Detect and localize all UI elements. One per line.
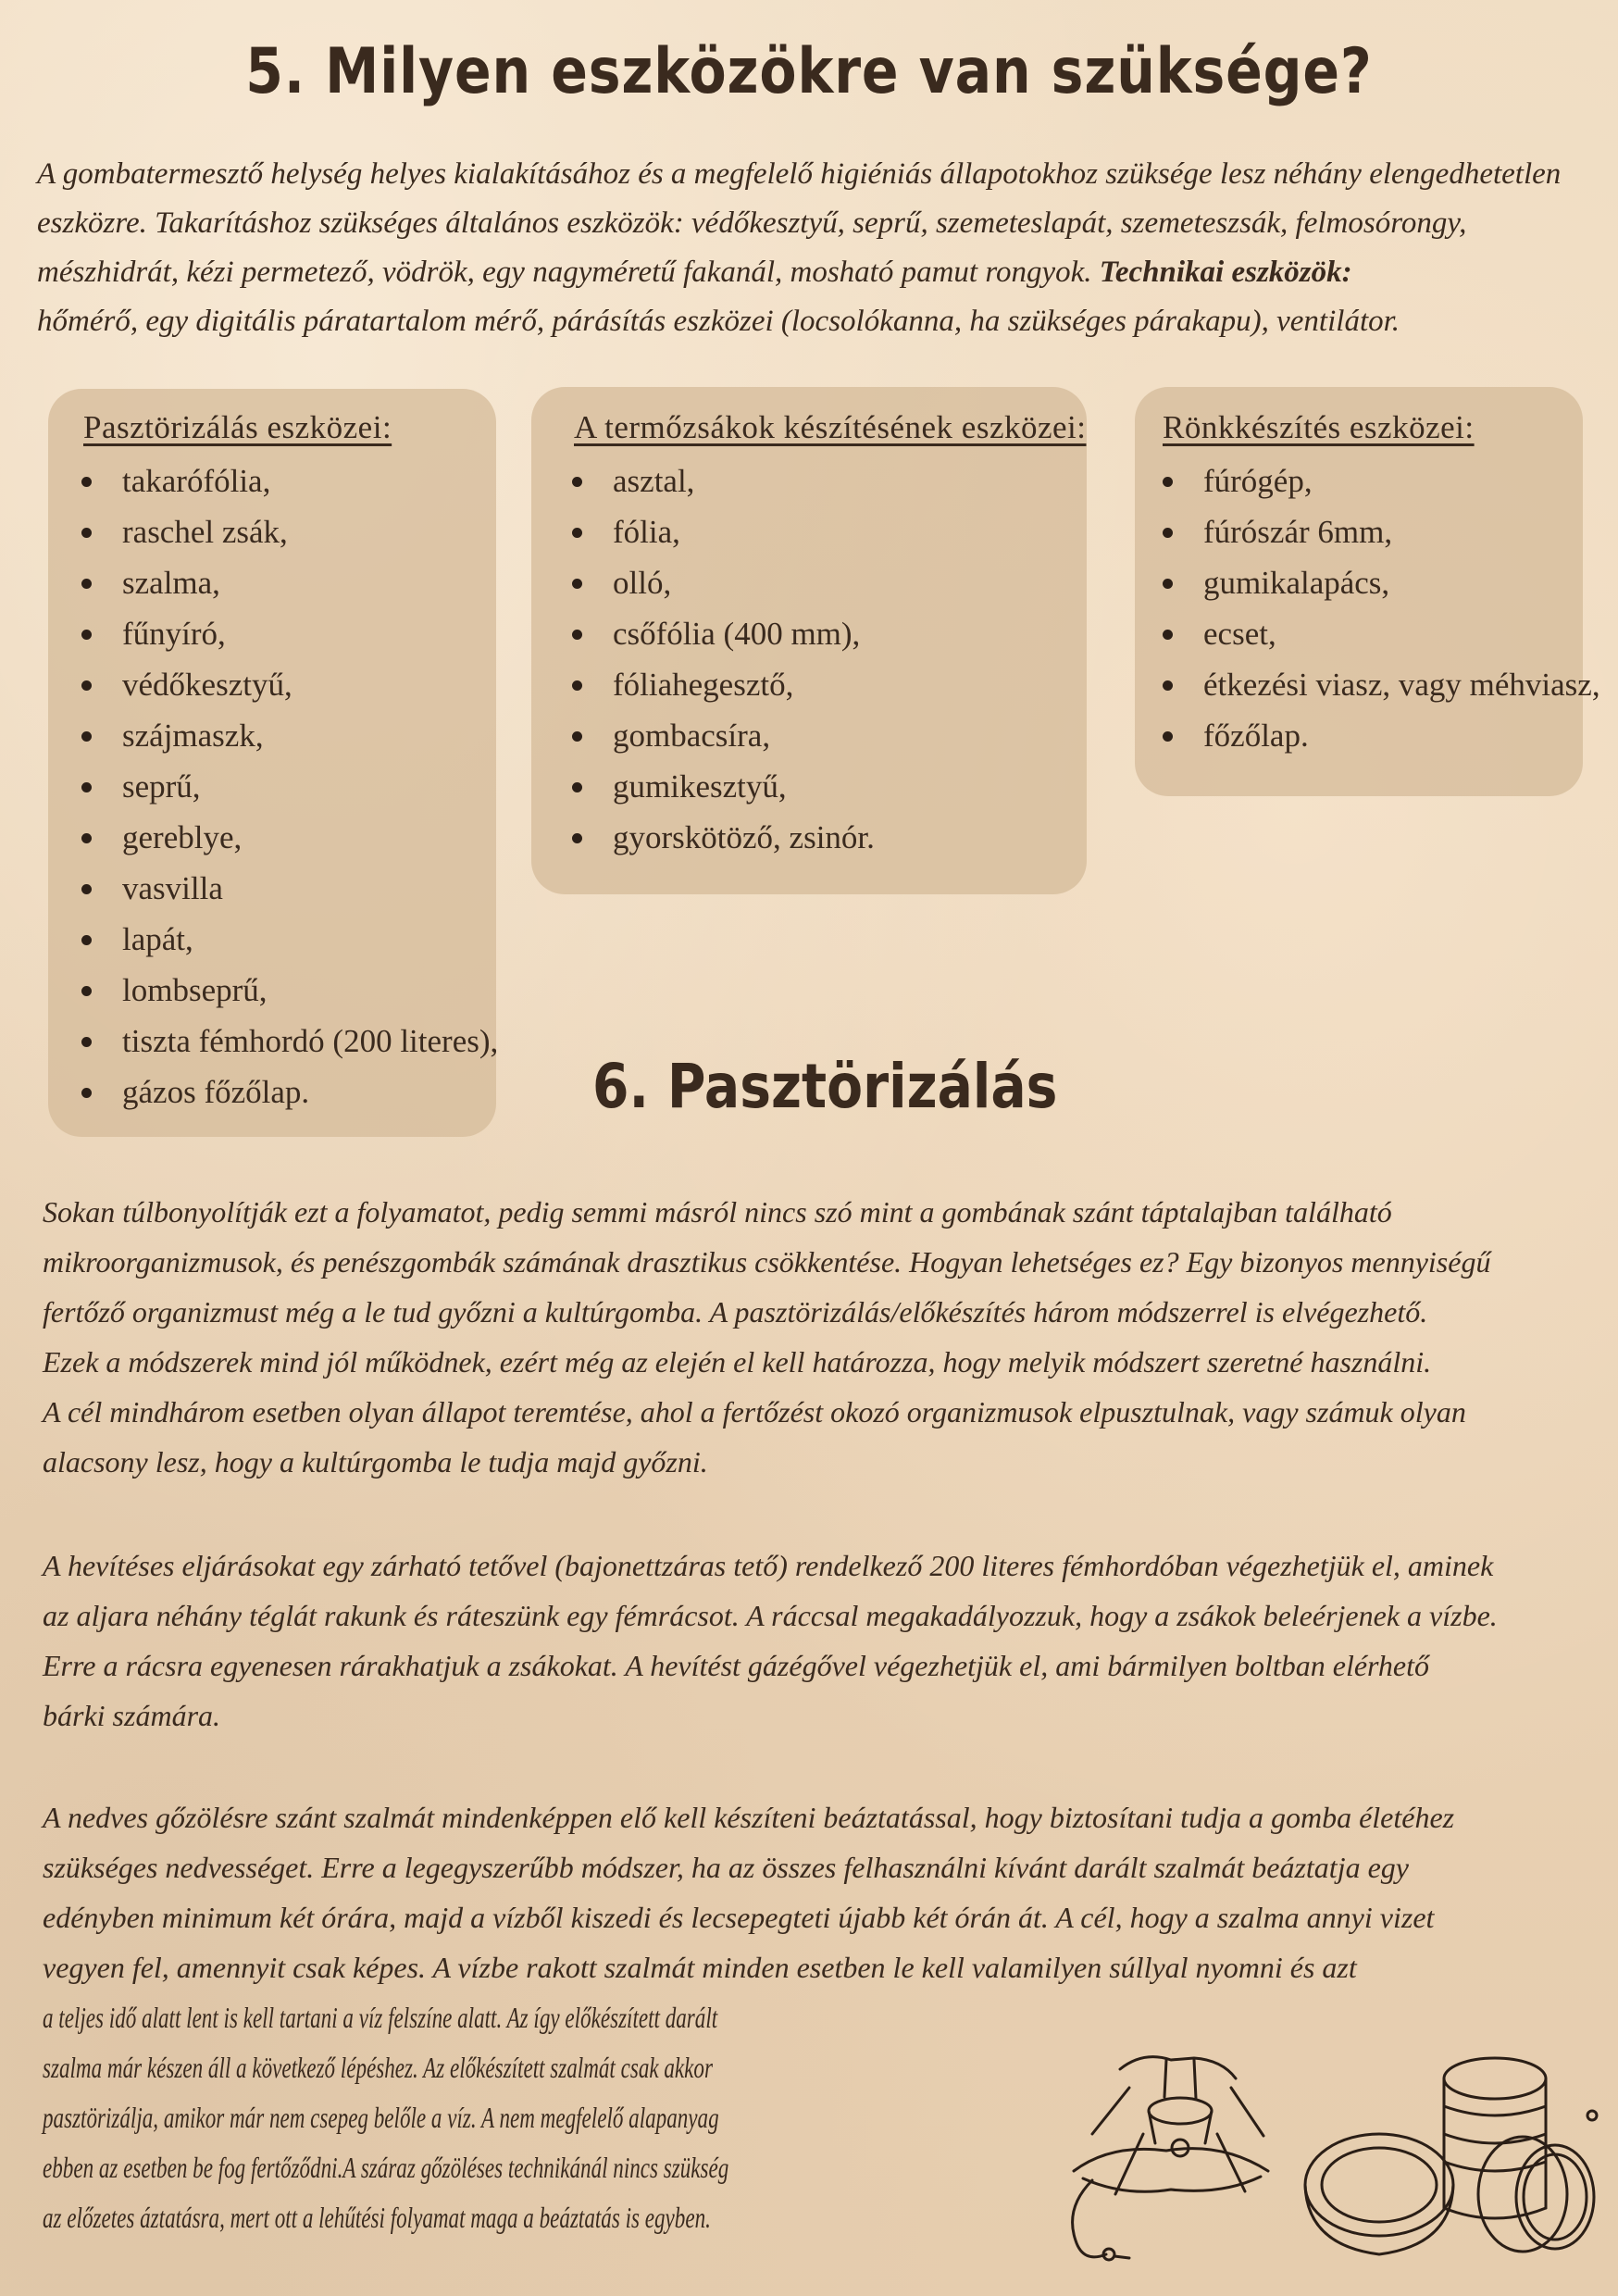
text-line: szalma már készen áll a következő lépéshez. Az előkészített szalmát csak akkor	[43, 2051, 713, 2084]
text-line: az előzetes áztatásra, mert ott a lehűtési folyamat maga a beáztatás is egyben.	[43, 2201, 711, 2234]
section5-intro	[37, 150, 1583, 346]
technical-line: hőmérő, egy digitális páratartalom mérő, párásítás eszközei (locsolókanna, ha szükséges párakapu), ventilátor.	[37, 305, 1400, 338]
text-line: ebben az esetben be fog fertőződni.A száraz gőzöléses technikánál nincs szükség	[43, 2151, 729, 2184]
text-line: vegyen fel, amennyit csak képes. A vízbe rakott szalmát minden esetben le kell valamilyen súllyal nyomni és azt	[43, 1951, 1357, 1984]
log-tools-list	[1161, 455, 1600, 761]
list-item: takarófólia,	[80, 455, 498, 506]
list-item: raschel zsák,	[80, 506, 498, 557]
list-item: asztal,	[570, 455, 875, 506]
list-item: szájmaszk,	[80, 710, 498, 761]
list-item: vasvilla	[80, 863, 498, 914]
list-item: fúrószár 6mm,	[1161, 506, 1600, 557]
list-item: olló,	[570, 557, 875, 608]
log-tools-title: Rönkkészítés eszközei:	[1163, 409, 1475, 445]
list-item: fúrógép,	[1161, 455, 1600, 506]
list-item: lapát,	[80, 914, 498, 965]
intro-line: A gombatermesztő helység helyes kialakításához és a megfelelő higiéniás állapotokhoz szüksége lesz néhány elengedhetetlen	[37, 157, 1562, 191]
text-line: a teljes idő alatt lent is kell tartani a víz felszíne alatt. Az így előkészített darált	[43, 2001, 718, 2034]
list-item: ecset,	[1161, 608, 1600, 659]
text-line: edényben minimum két órára, majd a vízből kiszedi és lecsepegteti újabb két órán át. A cél, hogy a szalma annyi vizet	[43, 1901, 1435, 1934]
list-item: gázos főzőlap.	[80, 1067, 498, 1117]
list-item: fóliahegesztő,	[570, 659, 875, 710]
text-line: pasztörizálja, amikor már nem csepeg belőle a víz. A nem megfelelő alapanyag	[43, 2101, 719, 2134]
list-item: gyorskötöző, zsinór.	[570, 812, 875, 863]
list-item: főzőlap.	[1161, 710, 1600, 761]
text-line: Sokan túlbonyolítják ezt a folyamatot, pedig semmi másról nincs szó mint a gombának szánt táptalajban található	[43, 1195, 1392, 1229]
list-item: gombacsíra,	[570, 710, 875, 761]
section5-title: 5. Milyen eszközökre van szüksége?	[245, 35, 1373, 108]
text-line: szükséges nedvességet. Erre a legegyszerűbb módszer, ha az összes felhasználni kívánt darált szalmát beáztatja egy	[43, 1851, 1409, 1884]
text-line: Ezek a módszerek mind jól működnek, ezért még az elején el kell határozza, hogy melyik módszert szeretné használni.	[43, 1345, 1432, 1379]
bag-tools-title: A termőzsákok készítésének eszközei:	[574, 409, 1087, 445]
camping-stove-and-pots-icon	[1055, 2032, 1601, 2282]
list-item: tiszta fémhordó (200 literes),	[80, 1016, 498, 1067]
list-item: seprű,	[80, 761, 498, 812]
section6-title: 6. Pasztörizálás	[592, 1051, 1058, 1122]
text-line: Erre a rácsra egyenesen rárakhatjuk a zsákokat. A hevítést gázégővel végezhetjük el, ami bármilyen boltban elérhető	[43, 1649, 1430, 1682]
bag-tools-list	[570, 455, 875, 863]
text-line: fertőző organizmust még a le tud győzni a kultúrgomba. A pasztörizálás/előkészítés három módszerrel is elvégezhető.	[43, 1295, 1428, 1329]
list-item: gereblye,	[80, 812, 498, 863]
pasteurization-tools-list	[80, 455, 498, 1117]
list-item: étkezési viasz, vagy méhviasz,	[1161, 659, 1600, 710]
intro-line: eszközre. Takarításhoz szükséges általános eszközök: védőkesztyű, seprű, szemeteslapát, szemeteszsák, felmosórongy,	[37, 206, 1467, 240]
list-item: gumikalapács,	[1161, 557, 1600, 608]
text-line: alacsony lesz, hogy a kultúrgomba le tudja majd győzni.	[43, 1445, 708, 1479]
text-line: A hevítéses eljárásokat egy zárható tetővel (bajonettzáras tető) rendelkező 200 literes fémhordóban végezhetjük el, aminek	[43, 1549, 1494, 1582]
list-item: gumikesztyű,	[570, 761, 875, 812]
text-line: mikroorganizmusok, és penészgombák számának drasztikus csökkentése. Hogyan lehetséges ez? Egy bizonyos mennyiségű	[43, 1245, 1491, 1279]
list-item: fólia,	[570, 506, 875, 557]
section6-paragraph-2	[43, 1541, 1498, 1741]
text-line: az aljara néhány téglát rakunk és ráteszünk egy fémrácsot. A ráccsal megakadályozzuk, hogy a zsákok beleérjenek a vízbe.	[43, 1599, 1498, 1632]
text-line: bárki számára.	[43, 1699, 221, 1732]
technical-label: Technikai eszközök:	[1099, 256, 1352, 289]
text-line: A cél mindhárom esetben olyan állapot teremtése, ahol a fertőzést okozó organizmusok elpusztulnak, vagy számuk olyan	[43, 1395, 1466, 1429]
intro-line: mészhidrát, kézi permetező, vödrök, egy nagyméretű fakanál, mosható pamut rongyok. Technikai eszközök:	[37, 256, 1352, 289]
pasteurization-tools-title: Pasztörizálás eszközei:	[83, 409, 392, 445]
list-item: lombseprű,	[80, 965, 498, 1016]
list-item: védőkesztyű,	[80, 659, 498, 710]
list-item: fűnyíró,	[80, 608, 498, 659]
section6-paragraph-1	[43, 1187, 1490, 1487]
list-item: szalma,	[80, 557, 498, 608]
list-item: csőfólia (400 mm),	[570, 608, 875, 659]
text-line: A nedves gőzölésre szánt szalmát mindenképpen elő kell készíteni beáztatással, hogy biztosítani tudja a gomba életéhez	[43, 1801, 1455, 1834]
